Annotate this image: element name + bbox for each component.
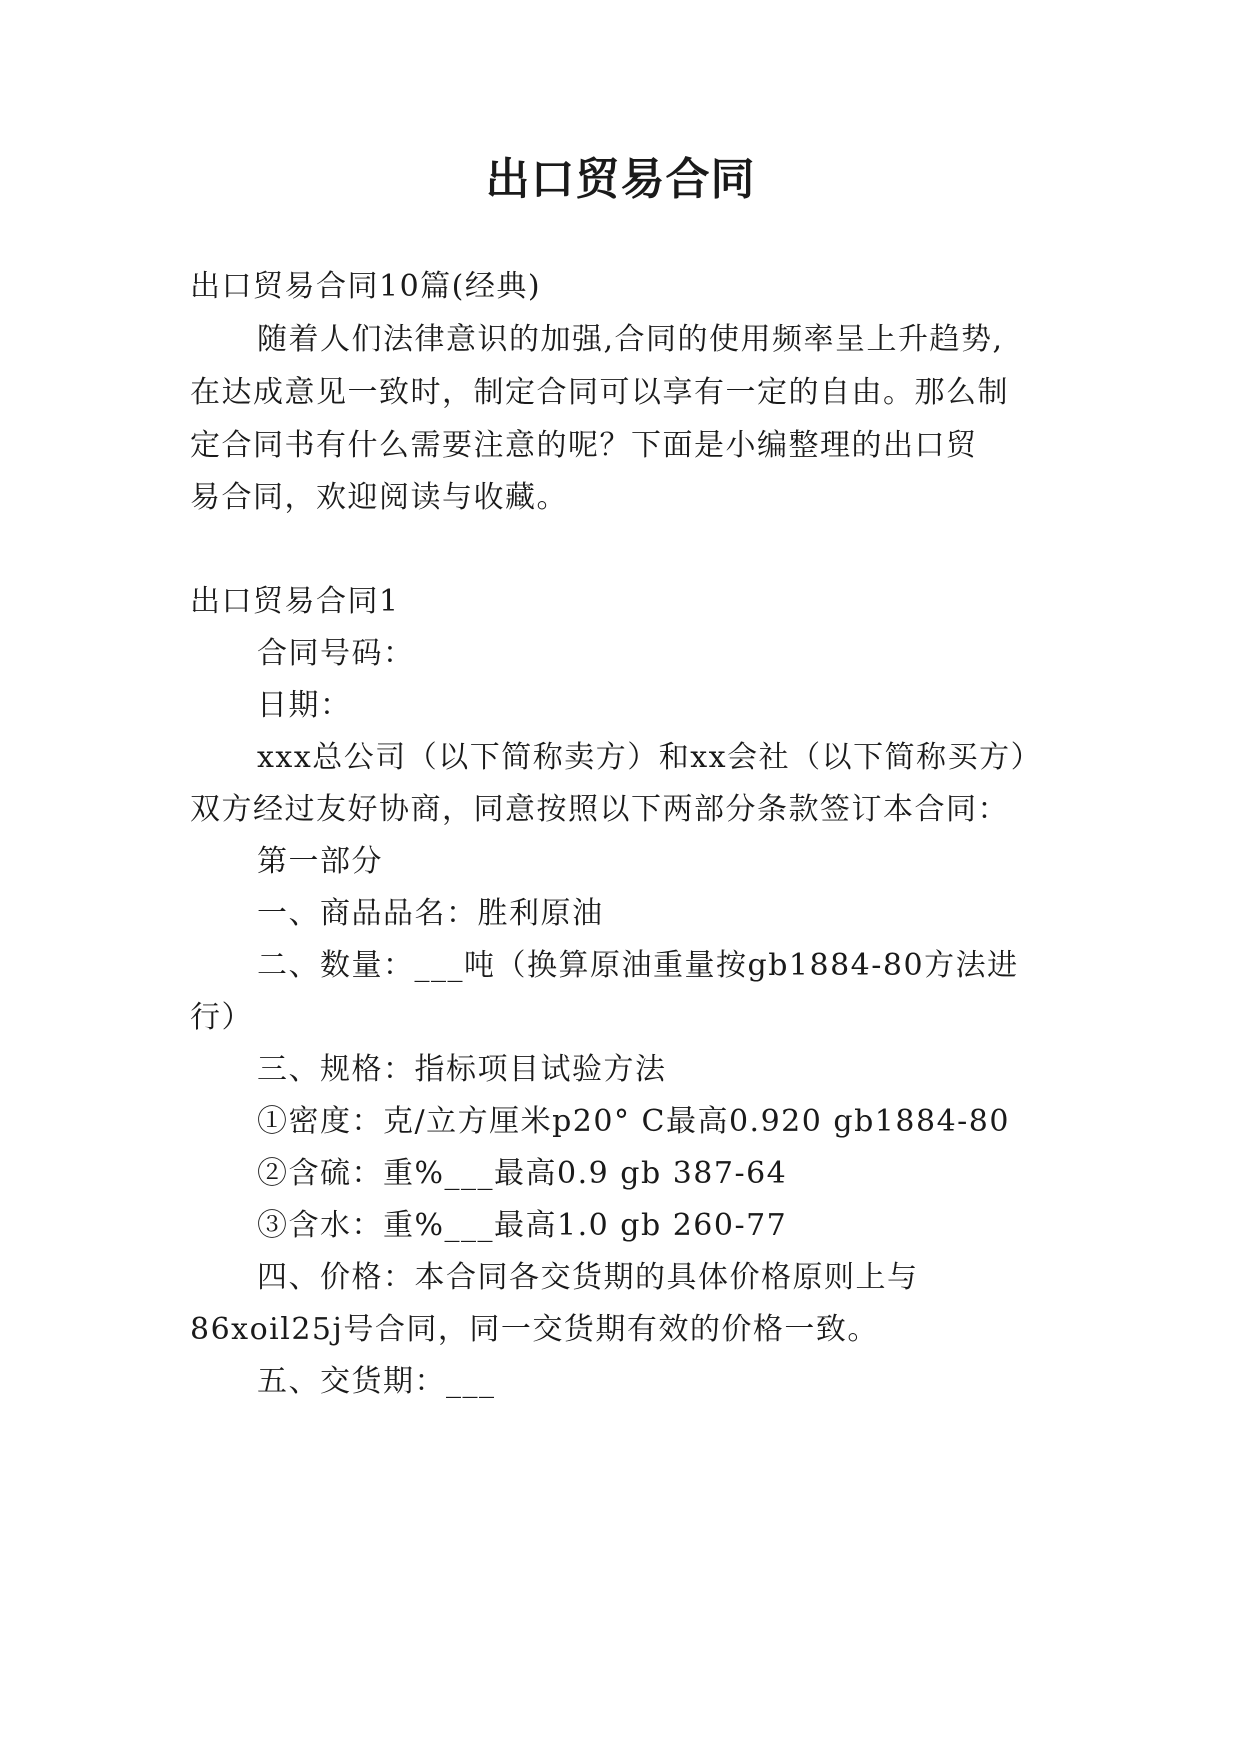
spec-sulfur: ②含硫：重%___最高0.9 gb 387-64 — [257, 1156, 788, 1191]
item-4-price-line-2: 86xoil25j号合同，同一交货期有效的价格一致。 — [190, 1312, 879, 1347]
item-2-quantity-line-1: 二、数量：___吨（换算原油重量按gb1884-80方法进 — [257, 948, 1019, 983]
intro-line-1: 随着人们法律意识的加强,合同的使用频率呈上升趋势, — [257, 322, 1004, 357]
contract-number-label: 合同号码： — [257, 636, 415, 671]
document-subtitle: 出口贸易合同10篇(经典) — [190, 269, 542, 304]
intro-line-3: 定合同书有什么需要注意的呢？下面是小编整理的出口贸 — [190, 428, 978, 463]
item-5-delivery-period: 五、交货期：___ — [257, 1364, 496, 1399]
spec-water: ③含水：重%___最高1.0 gb 260-77 — [257, 1208, 788, 1243]
document-title: 出口贸易合同 — [485, 154, 756, 205]
parties-line-2: 双方经过友好协商，同意按照以下两部分条款签订本合同： — [190, 792, 1009, 827]
item-4-price-line-1: 四、价格：本合同各交货期的具体价格原则上与 — [257, 1260, 919, 1295]
intro-line-2: 在达成意见一致时，制定合同可以享有一定的自由。那么制 — [190, 375, 1009, 410]
intro-line-4: 易合同，欢迎阅读与收藏。 — [190, 480, 568, 515]
part-one-heading: 第一部分 — [257, 844, 383, 879]
item-2-quantity-line-2: 行） — [190, 1000, 253, 1035]
section-heading: 出口贸易合同1 — [190, 584, 400, 619]
date-label: 日期： — [257, 688, 352, 723]
item-1-product-name: 一、商品品名：胜利原油 — [257, 896, 604, 931]
spec-density: ①密度：克/立方厘米p20° C最高0.920 gb1884-80 — [257, 1104, 1010, 1139]
item-3-specification: 三、规格：指标项目试验方法 — [257, 1052, 667, 1087]
parties-line-1: xxx总公司（以下简称卖方）和xx会社（以下简称买方） — [257, 740, 1043, 775]
